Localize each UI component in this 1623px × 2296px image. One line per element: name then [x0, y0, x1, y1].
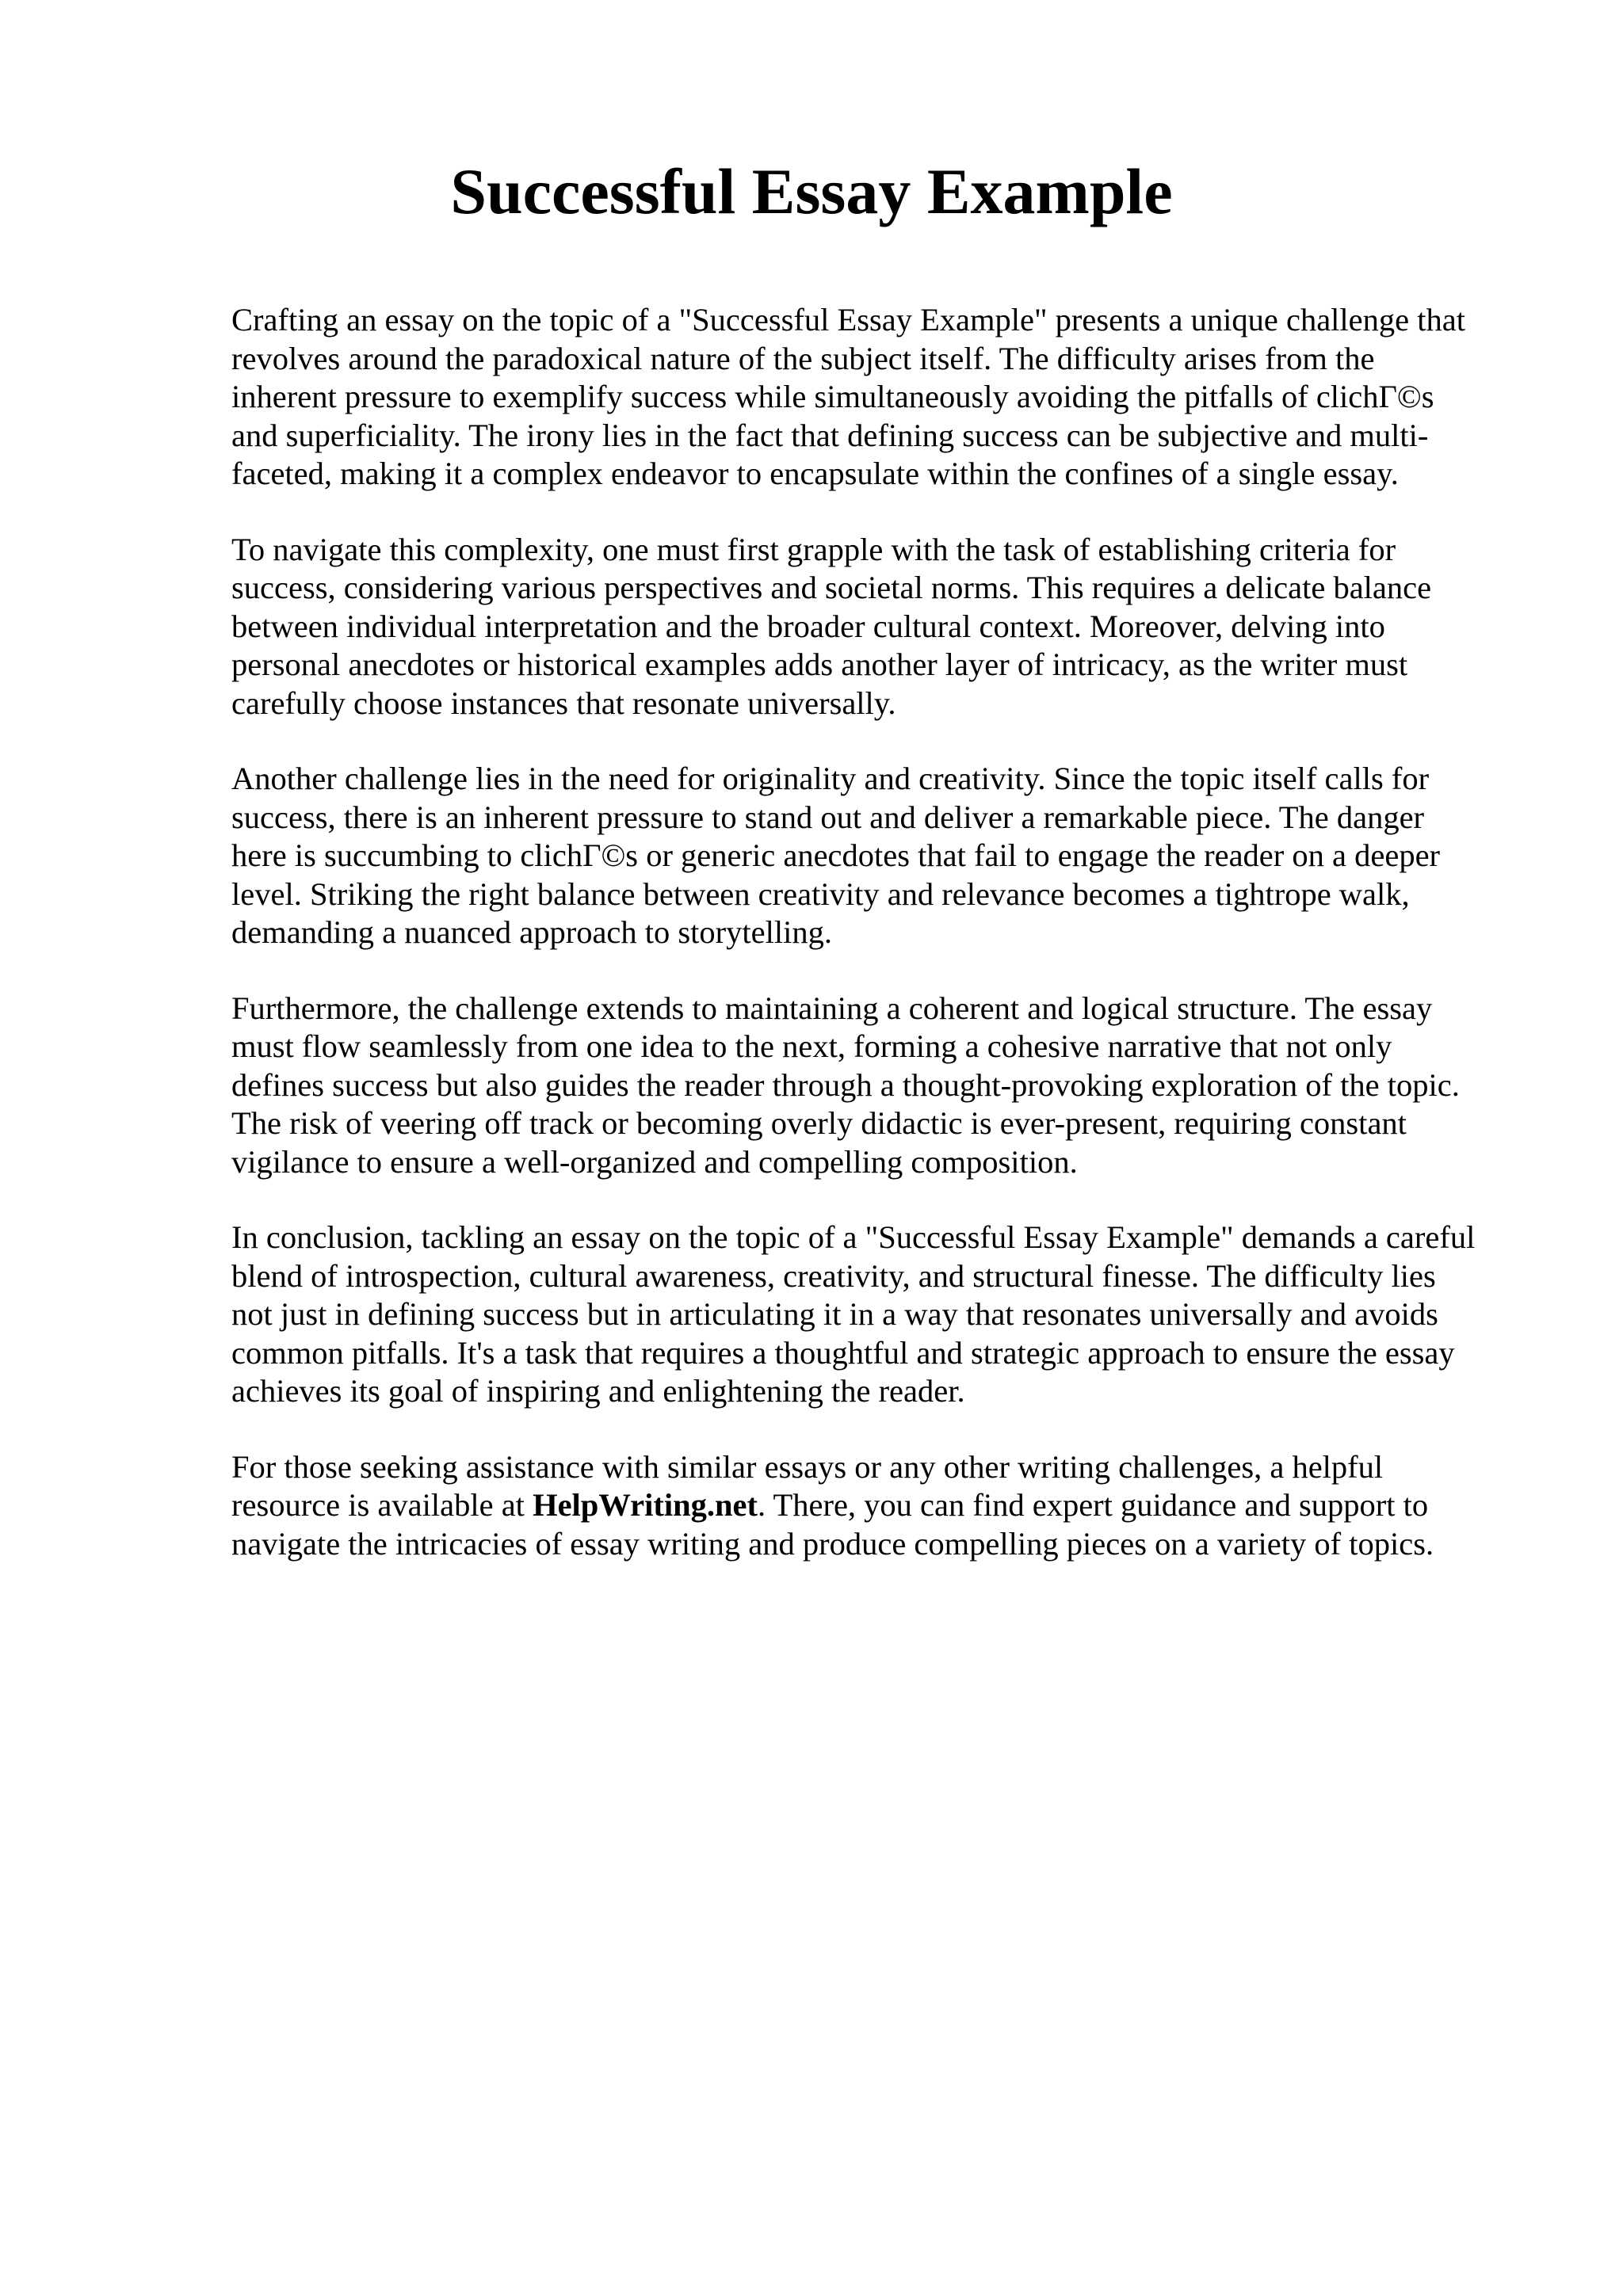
text-line-with-link	[231, 1486, 1509, 1525]
text-line: personal anecdotes or historical examples adds another layer of intricacy, as the writer must	[231, 646, 1408, 682]
text-line: revolves around the paradoxical nature of the subject itself. The difficulty arises from the	[231, 340, 1375, 376]
text-line: The risk of veering off track or becoming overly didactic is ever-present, requiring constant	[231, 1105, 1407, 1141]
text-line: between individual interpretation and the broader cultural context. Moreover, delving into	[231, 608, 1385, 644]
text-segment: resource is available at	[231, 1487, 533, 1523]
paragraph-3	[231, 760, 1509, 952]
text-line: achieves its goal of inspiring and enlightening the reader.	[231, 1373, 965, 1409]
essay-body	[231, 301, 1509, 1600]
text-line: For those seeking assistance with similar essays or any other writing challenges, a helpful	[231, 1448, 1384, 1485]
text-line: inherent pressure to exemplify success while simultaneously avoiding the pitfalls of clichΓ©s	[231, 379, 1434, 414]
text-line: demanding a nuanced approach to storytelling.	[231, 914, 833, 950]
text-line: Crafting an essay on the topic of a "Successful Essay Example" presents a unique challenge that	[231, 302, 1465, 338]
text-line: and superficiality. The irony lies in the fact that defining success can be subjective and multi-	[231, 417, 1429, 453]
text-line: not just in defining success but in articulating it in a way that resonates universally and avoids	[231, 1296, 1438, 1332]
text-line: In conclusion, tackling an essay on the topic of a "Successful Essay Example" demands a careful	[231, 1219, 1476, 1255]
helpwriting-link[interactable]: HelpWriting.net	[533, 1487, 758, 1523]
paragraph-5	[231, 1219, 1509, 1411]
text-line: here is succumbing to clichΓ©s or generic anecdotes that fail to engage the reader on a deeper	[231, 837, 1441, 873]
text-line: defines success but also guides the reader through a thought-provoking exploration of the topic.	[231, 1066, 1460, 1103]
text-line: faceted, making it a complex endeavor to encapsulate within the confines of a single essay.	[231, 456, 1399, 491]
text-line: success, considering various perspectives and societal norms. This requires a delicate balance	[231, 570, 1432, 605]
text-segment: . There, you can find expert guidance and support to	[757, 1487, 1429, 1523]
text-line: carefully choose instances that resonate universally.	[231, 685, 896, 721]
text-line: navigate the intricacies of essay writing and produce compelling pieces on a variety of topics.	[231, 1525, 1434, 1562]
paragraph-1	[231, 301, 1509, 494]
text-line: Furthermore, the challenge extends to maintaining a coherent and logical structure. The essay	[231, 990, 1433, 1026]
text-line: blend of introspection, cultural awareness, creativity, and structural finesse. The difficulty lies	[231, 1257, 1436, 1294]
paragraph-6	[231, 1448, 1509, 1564]
text-line: must flow seamlessly from one idea to the next, forming a cohesive narrative that not only	[231, 1028, 1392, 1064]
text-line: common pitfalls. It's a task that requires a thoughtful and strategic approach to ensure the essay	[231, 1334, 1455, 1371]
text-line: success, there is an inherent pressure to stand out and deliver a remarkable piece. The danger	[231, 799, 1425, 835]
paragraph-2	[231, 531, 1509, 723]
page-title: Successful Essay Example	[450, 155, 1173, 227]
paragraph-4	[231, 990, 1509, 1182]
text-line: Another challenge lies in the need for originality and creativity. Since the topic itself calls for	[231, 761, 1430, 796]
text-line: vigilance to ensure a well-organized and compelling composition.	[231, 1143, 1078, 1180]
text-line: level. Striking the right balance between creativity and relevance becomes a tightrope walk,	[231, 875, 1410, 912]
text-line: To navigate this complexity, one must first grapple with the task of establishing criteria for	[231, 531, 1396, 567]
